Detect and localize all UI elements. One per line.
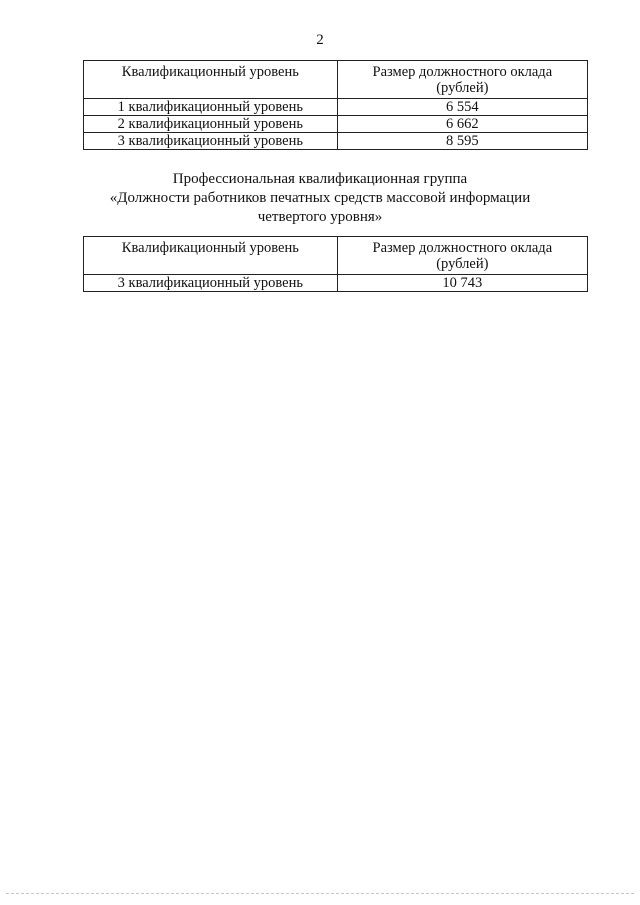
header-salary-line1: Размер должностного оклада [372,64,553,80]
group-heading-line2: «Должности работников печатных средств массовой информации [109,190,531,206]
header-level: Квалификационный уровень [84,237,338,275]
table-header-row [84,237,588,275]
header-salary [337,61,587,99]
header-level: Квалификационный уровень [84,61,338,99]
header-salary-line1: Размер должностного оклада [372,240,553,256]
header-salary-line2: (рублей) [436,256,489,272]
salary-table-2 [83,236,588,292]
table-row [84,275,588,292]
row-salary: 10 743 [337,275,587,292]
group-heading-line3: четвертого уровня» [257,209,383,225]
row-level: 1 квалификационный уровень [84,99,338,116]
page-number: 2 [316,32,324,48]
group-heading [0,170,640,227]
row-salary: 6 554 [337,99,587,116]
footer-divider [6,893,634,894]
table-row [84,116,588,133]
row-level: 3 квалификационный уровень [84,133,338,150]
table-row [84,99,588,116]
row-level: 3 квалификационный уровень [84,275,338,292]
table-header-row [84,61,588,99]
table-row [84,133,588,150]
group-heading-line1: Профессиональная квалификационная группа [172,171,468,187]
row-salary: 8 595 [337,133,587,150]
header-salary [337,237,587,275]
row-salary: 6 662 [337,116,587,133]
salary-table-1 [83,60,588,150]
row-level: 2 квалификационный уровень [84,116,338,133]
header-salary-line2: (рублей) [436,80,489,96]
